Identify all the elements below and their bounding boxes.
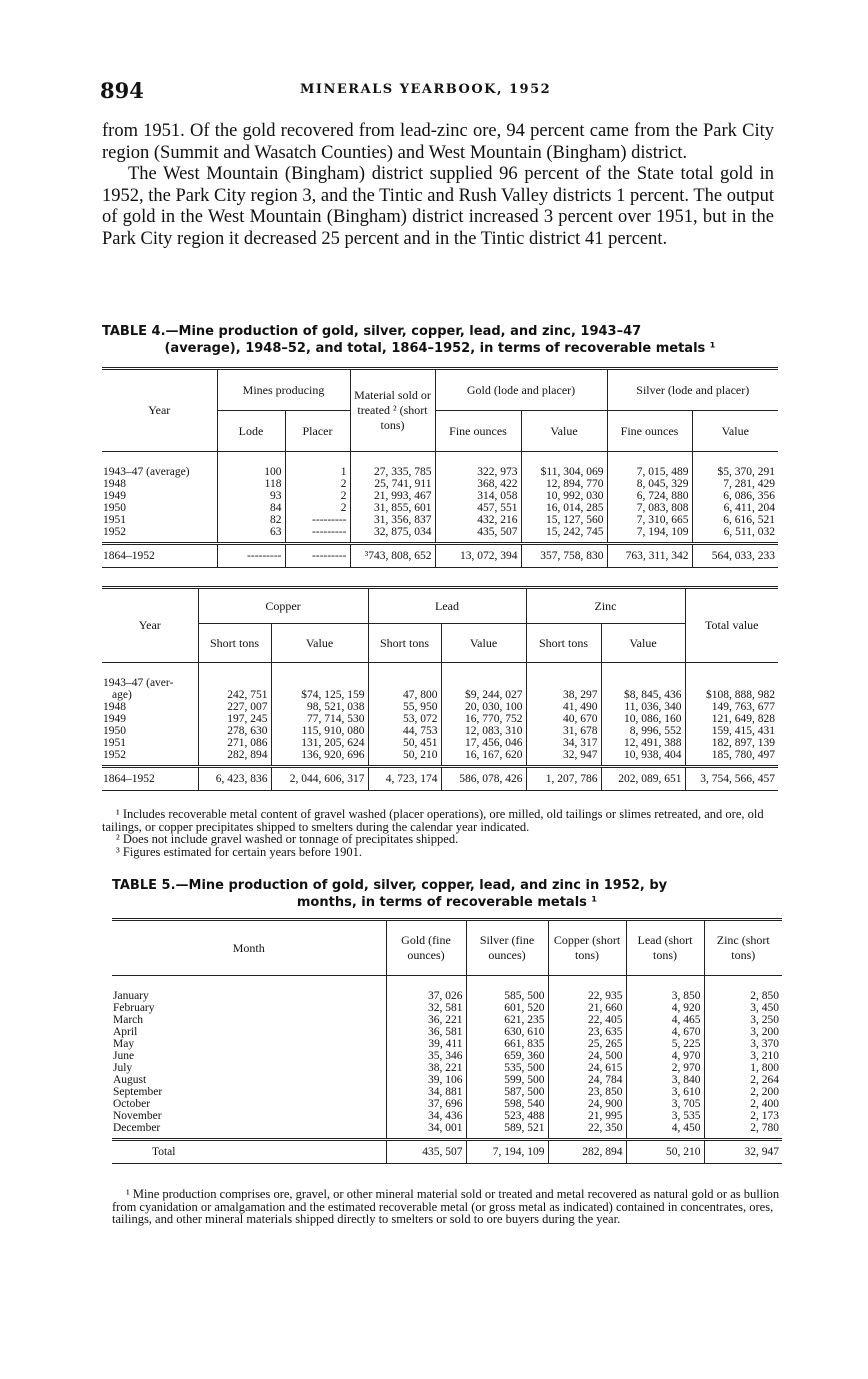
cell-gold: 35, 346 (386, 1050, 466, 1062)
table-row (112, 1014, 782, 1026)
table4-part2 (102, 586, 778, 791)
table-row (112, 1002, 782, 1014)
table-row (112, 1098, 782, 1110)
cell-lead: 3, 610 (626, 1086, 704, 1098)
cell-silver: 585, 500 (466, 976, 548, 1003)
page-header (100, 78, 780, 108)
table4-footnotes (102, 808, 782, 858)
table-row (112, 1086, 782, 1098)
t5-footnote-1: ¹ Mine production comprises ore, gravel, or other mineral material sold or treated and metal recovered as natural gold or as bullion from cyanidation or amalgamation and the estimated recoverable metal (or gross metal as indicated) contained in concentrates, ores, tailings, and other mineral materials shipped directly to smelters or sold to ore buyers during the year. (112, 1187, 780, 1226)
cell-zinc: 3, 200 (704, 1026, 782, 1038)
cell-zinc: 2, 400 (704, 1098, 782, 1110)
cell-silver: 601, 520 (466, 1002, 548, 1014)
table-row: 1951 82 --------- 31, 356, 837 432, 216 15, 127, 560 7, 310, 665 6, 616, 521 (102, 514, 778, 526)
table-total-row: 1864–1952 6, 423, 836 2, 044, 606, 317 4, 723, 174 586, 078, 426 1, 207, 786 202, 089, 651 3, 754, 566, 457 (102, 767, 778, 791)
cell-gold: 34, 881 (386, 1086, 466, 1098)
cell-lead: 3, 705 (626, 1098, 704, 1110)
cell-lead: 3, 850 (626, 976, 704, 1003)
t4-part2-body (102, 663, 778, 791)
cell-gold: 37, 026 (386, 976, 466, 1003)
t4b-zinc-header: Zinc (526, 588, 685, 624)
cell-silver: 589, 521 (466, 1122, 548, 1140)
t4-silver-oz-header: Fine ounces (607, 411, 692, 452)
cell-lead: 2, 970 (626, 1062, 704, 1074)
cell-copper: 22, 350 (548, 1122, 626, 1140)
table-row: 1948 118 2 25, 741, 911 368, 422 12, 894, 770 8, 045, 329 7, 281, 429 (102, 478, 778, 490)
cell-lead: 5, 225 (626, 1038, 704, 1050)
table-row (112, 1074, 782, 1086)
cell-lead: 3, 535 (626, 1110, 704, 1122)
cell-zinc: 2, 850 (704, 976, 782, 1003)
t5-gold-header: Gold (fine ounces) (386, 920, 466, 976)
month-label: April (112, 1026, 386, 1038)
table-total-row: 1864–1952 --------- --------- ³743, 808, 652 13, 072, 394 357, 758, 830 763, 311, 342 564, 033, 233 (102, 544, 778, 568)
cell-silver: 598, 540 (466, 1098, 548, 1110)
t4-gold-header: Gold (lode and placer) (435, 369, 607, 411)
table4-caption-line1: TABLE 4.—Mine production of gold, silver, copper, lead, and zinc, 1943–47 (102, 324, 642, 339)
table-row: 1950 84 2 31, 855, 601 457, 551 16, 014, 285 7, 083, 808 6, 411, 204 (102, 502, 778, 514)
t4-mines-header: Mines producing (217, 369, 350, 411)
cell-silver: 630, 610 (466, 1026, 548, 1038)
cell-lead: 4, 465 (626, 1014, 704, 1026)
table4-part1 (102, 367, 778, 568)
table5-caption (112, 877, 782, 911)
table-row: 1943–47 (aver- (102, 663, 778, 690)
cell-copper: 22, 935 (548, 976, 626, 1003)
t5-copper-header: Copper (short tons) (548, 920, 626, 976)
t4b-copper-header: Copper (198, 588, 368, 624)
t4b-zn-tons-header: Short tons (526, 624, 601, 663)
month-label: December (112, 1122, 386, 1140)
month-label: November (112, 1110, 386, 1122)
t4b-zn-value-header: Value (601, 624, 685, 663)
cell-silver: 621, 235 (466, 1014, 548, 1026)
t5-silver-header: Silver (fine ounces) (466, 920, 548, 976)
table-row: 1952 282, 894 136, 920, 696 50, 210 16, 167, 620 32, 947 10, 938, 404 185, 780, 497 (102, 749, 778, 767)
cell-silver: 659, 360 (466, 1050, 548, 1062)
table-row (112, 1122, 782, 1140)
cell-gold: 36, 221 (386, 1014, 466, 1026)
cell-zinc: 3, 250 (704, 1014, 782, 1026)
table5 (112, 918, 782, 1164)
t5-body (112, 976, 782, 1140)
t4b-pb-tons-header: Short tons (368, 624, 441, 663)
t4-material-header: Material sold or treated ² (short tons) (350, 369, 435, 452)
month-label: January (112, 976, 386, 1003)
t4-footnote-3: ³ Figures estimated for certain years before 1901. (116, 844, 363, 859)
cell-copper: 24, 500 (548, 1050, 626, 1062)
cell-silver: 599, 500 (466, 1074, 548, 1086)
cell-zinc: 2, 173 (704, 1110, 782, 1122)
t4b-cu-tons-header: Short tons (198, 624, 271, 663)
table-row (112, 976, 782, 1003)
cell-lead: 4, 450 (626, 1122, 704, 1140)
month-label: March (112, 1014, 386, 1026)
table-row: 1948 227, 007 98, 521, 038 55, 950 20, 030, 100 41, 490 11, 036, 340 149, 763, 677 (102, 701, 778, 713)
t4-footnote-2: ² Does not include gravel washed or tonnage of precipitates shipped. (116, 832, 459, 846)
t4-placer-header: Placer (285, 411, 350, 452)
cell-copper: 25, 265 (548, 1038, 626, 1050)
table-row (112, 1050, 782, 1062)
t4-silver-value-header: Value (692, 411, 778, 452)
cell-copper: 23, 635 (548, 1026, 626, 1038)
table-row (112, 1110, 782, 1122)
cell-gold: 34, 436 (386, 1110, 466, 1122)
t5-month-header: Month (112, 920, 386, 976)
month-label: February (112, 1002, 386, 1014)
month-label: June (112, 1050, 386, 1062)
table-row: 1952 63 --------- 32, 875, 034 435, 507 15, 242, 745 7, 194, 109 6, 511, 032 (102, 526, 778, 544)
table5-footnote (112, 1188, 784, 1226)
table4-caption-line2: (average), 1948–52, and total, 1864–1952, in terms of recoverable metals ¹ (164, 341, 716, 356)
month-label: July (112, 1062, 386, 1074)
running-head: MINERALS YEARBOOK, 1952 (300, 82, 552, 97)
t4b-year-header: Year (102, 588, 198, 663)
t4b-pb-value-header: Value (441, 624, 526, 663)
t4-gold-oz-header: Fine ounces (435, 411, 521, 452)
paragraph-2: The West Mountain (Bingham) district supplied 96 percent of the State total gold in 1952, the Park City region 3, and the Tintic and Rush Valley districts 1 percent. The output of gold in the West Mountain (Bingham) district increased 3 percent over 1951, but in the Park City region it decreased 25 percent and in the Tintic district 41 percent. (102, 164, 774, 249)
month-label: August (112, 1074, 386, 1086)
cell-silver: 587, 500 (466, 1086, 548, 1098)
cell-zinc: 2, 780 (704, 1122, 782, 1140)
cell-gold: 39, 411 (386, 1038, 466, 1050)
table-row (112, 1062, 782, 1074)
t5-zinc-header: Zinc (short tons) (704, 920, 782, 976)
cell-gold: 36, 581 (386, 1026, 466, 1038)
month-label: May (112, 1038, 386, 1050)
t4-footnote-1: ¹ Includes recoverable metal content of gravel washed (placer operations), ore milled, old tailings or slimes retreated, and ore, old tailings, or copper precipitates shipped to smelters during the calendar year indicated. (102, 807, 764, 834)
cell-copper: 21, 995 (548, 1110, 626, 1122)
cell-zinc: 2, 264 (704, 1074, 782, 1086)
table-row: 1950 278, 630 115, 910, 080 44, 753 12, 083, 310 31, 678 8, 996, 552 159, 415, 431 (102, 725, 778, 737)
table-row: 1949 93 2 21, 993, 467 314, 058 10, 992, 030 6, 724, 880 6, 086, 356 (102, 490, 778, 502)
cell-silver: 661, 835 (466, 1038, 548, 1050)
cell-silver: 523, 488 (466, 1110, 548, 1122)
cell-gold: 34, 001 (386, 1122, 466, 1140)
table5-caption-line1: TABLE 5.—Mine production of gold, silver, copper, lead, and zinc in 1952, by (112, 878, 668, 893)
table-total-row: Total 435, 507 7, 194, 109 282, 894 50, 210 32, 947 (112, 1140, 782, 1164)
table4-caption (102, 323, 778, 357)
table-row (112, 1026, 782, 1038)
body-text (102, 121, 774, 250)
t5-lead-header: Lead (short tons) (626, 920, 704, 976)
cell-silver: 535, 500 (466, 1062, 548, 1074)
cell-zinc: 1, 800 (704, 1062, 782, 1074)
cell-copper: 24, 900 (548, 1098, 626, 1110)
t4b-lead-header: Lead (368, 588, 526, 624)
month-label: October (112, 1098, 386, 1110)
paragraph-1: from 1951. Of the gold recovered from lead-zinc ore, 94 percent came from the Park City region (Summit and Wasatch Counties) and West Mountain (Bingham) district. (102, 121, 774, 163)
cell-copper: 24, 615 (548, 1062, 626, 1074)
cell-lead: 4, 670 (626, 1026, 704, 1038)
cell-copper: 22, 405 (548, 1014, 626, 1026)
cell-gold: 37, 696 (386, 1098, 466, 1110)
page-number: 894 (100, 78, 144, 103)
cell-lead: 4, 970 (626, 1050, 704, 1062)
cell-zinc: 3, 450 (704, 1002, 782, 1014)
cell-copper: 24, 784 (548, 1074, 626, 1086)
table-row: 1943–47 (average) 100 1 27, 335, 785 322, 973 $11, 304, 069 7, 015, 489 $5, 370, 291 (102, 452, 778, 479)
t4-year-header: Year (102, 369, 217, 452)
cell-copper: 23, 850 (548, 1086, 626, 1098)
table-row (112, 1038, 782, 1050)
cell-copper: 21, 660 (548, 1002, 626, 1014)
month-label: September (112, 1086, 386, 1098)
cell-zinc: 2, 200 (704, 1086, 782, 1098)
cell-gold: 32, 581 (386, 1002, 466, 1014)
t4-lode-header: Lode (217, 411, 285, 452)
t4-gold-value-header: Value (521, 411, 607, 452)
t4b-total-header: Total value (685, 588, 778, 663)
cell-lead: 3, 840 (626, 1074, 704, 1086)
t4-part1-body (102, 452, 778, 568)
table5-caption-line2: months, in terms of recoverable metals ¹ (296, 895, 598, 910)
table-row: 1949 197, 245 77, 714, 530 53, 072 16, 770, 752 40, 670 10, 086, 160 121, 649, 828 (102, 713, 778, 725)
t4b-cu-value-header: Value (271, 624, 368, 663)
t4-silver-header: Silver (lode and placer) (607, 369, 778, 411)
cell-gold: 39, 106 (386, 1074, 466, 1086)
table-row: 1951 271, 086 131, 205, 624 50, 451 17, 456, 046 34, 317 12, 491, 388 182, 897, 139 (102, 737, 778, 749)
cell-zinc: 3, 210 (704, 1050, 782, 1062)
table-row: age) 242, 751 $74, 125, 159 47, 800 $9, 244, 027 38, 297 $8, 845, 436 $108, 888, 982 (102, 689, 778, 701)
cell-gold: 38, 221 (386, 1062, 466, 1074)
cell-zinc: 3, 370 (704, 1038, 782, 1050)
cell-lead: 4, 920 (626, 1002, 704, 1014)
